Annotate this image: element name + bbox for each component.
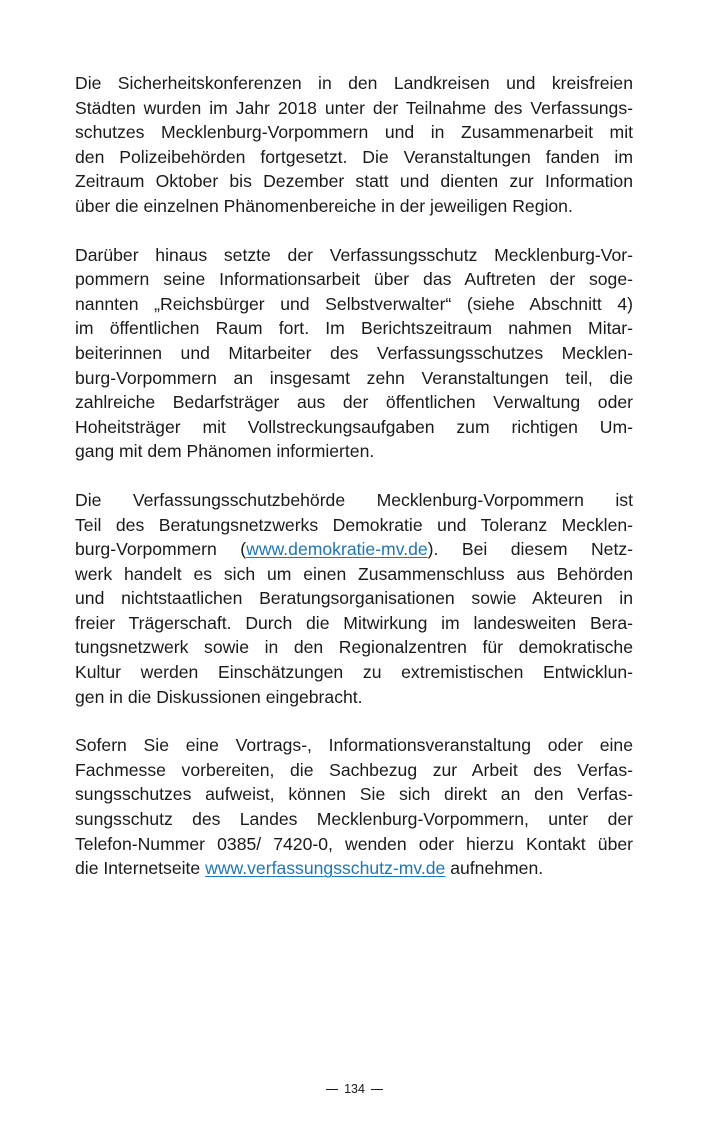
text-segment: burg-Vorpommern ( xyxy=(75,539,247,560)
text-segment: aufnehmen. xyxy=(445,858,544,879)
text-line: Fachmesse vorbereiten, die Sachbezug zur Arbeit des Verfas- xyxy=(75,759,633,780)
text-line: pommern seine Informationsarbeit über das Auftreten der soge- xyxy=(75,269,633,290)
footer-dash-right xyxy=(371,1089,383,1090)
text-line: Kultur werden Einschätzungen zu extremistischen Entwicklun- xyxy=(75,662,633,683)
text-line: werk handelt es sich um einen Zusammenschluss aus Behörden xyxy=(75,563,633,584)
text-line: Darüber hinaus setzte der Verfassungsschutz Mecklenburg-Vor- xyxy=(75,244,633,265)
text-line: zahlreiche Bedarfsträger aus der öffentlichen Verwaltung oder xyxy=(75,392,633,413)
verfassungsschutz-mv-link[interactable]: www.verfassungsschutz-mv.de xyxy=(205,858,446,879)
text-line: nannten „Reichsbürger und Selbstverwalter“ (siehe Abschnitt 4) xyxy=(75,293,633,314)
text-line-with-link xyxy=(75,856,633,881)
text-line: freier Trägerschaft. Durch die Mitwirkung im landesweiten Bera- xyxy=(75,612,633,633)
text-line: den Polizeibehörden fortgesetzt. Die Veranstaltungen fanden im xyxy=(75,146,633,167)
text-line: sungsschutz des Landes Mecklenburg-Vorpommern, unter der xyxy=(75,809,633,830)
text-line: sungsschutzes aufweist, können Sie sich direkt an den Verfas- xyxy=(75,784,633,805)
page-body xyxy=(75,71,633,905)
text-segment: die Internetseite xyxy=(75,858,206,879)
page-number: 134 xyxy=(344,1082,365,1096)
text-line: beiterinnen und Mitarbeiter des Verfassungsschutzes Mecklen- xyxy=(75,342,633,363)
text-line: Teil des Beratungsnetzwerks Demokratie und Toleranz Mecklen- xyxy=(75,514,633,535)
text-line: Sofern Sie eine Vortrags-, Informationsveranstaltung oder eine xyxy=(75,735,633,756)
text-line: Telefon-Nummer 0385/ 7420-0, wenden oder hierzu Kontakt über xyxy=(75,833,633,854)
page-footer xyxy=(0,1082,709,1096)
text-line: im öffentlichen Raum fort. Im Berichtszeitraum nahmen Mitar- xyxy=(75,318,633,339)
text-line: tungsnetzwerk sowie in den Regionalzentren für demokratische xyxy=(75,637,633,658)
text-segment: ). Bei diesem Netz- xyxy=(427,539,633,560)
paragraph-contact-info xyxy=(75,733,633,881)
text-line: Städten wurden im Jahr 2018 unter der Teilnahme des Verfassungs- xyxy=(75,97,633,118)
text-line: Zeitraum Oktober bis Dezember statt und dienten zur Information xyxy=(75,171,633,192)
paragraph-security-conferences xyxy=(75,71,633,219)
footer-dash-left xyxy=(326,1089,338,1090)
text-line: und nichtstaatlichen Beratungsorganisationen sowie Akteuren in xyxy=(75,588,633,609)
text-line: Die Sicherheitskonferenzen in den Landkreisen und kreisfreien xyxy=(75,73,633,93)
text-line-with-link xyxy=(75,537,633,562)
paragraph-beratungsnetzwerk xyxy=(75,488,633,709)
text-line: Die Verfassungsschutzbehörde Mecklenburg-Vorpommern ist xyxy=(75,489,633,510)
text-line: burg-Vorpommern an insgesamt zehn Veranstaltungen teil, die xyxy=(75,367,633,388)
demokratie-mv-link[interactable]: www.demokratie-mv.de xyxy=(246,539,428,560)
text-line: schutzes Mecklenburg-Vorpommern und in Zusammenarbeit mit xyxy=(75,122,633,143)
paragraph-reichsbuerger-info xyxy=(75,243,633,464)
text-line: über die einzelnen Phänomenbereiche in der jeweiligen Region. xyxy=(75,195,573,216)
text-line: gang mit dem Phänomen informierten. xyxy=(75,441,375,462)
text-line: gen in die Diskussionen eingebracht. xyxy=(75,686,363,707)
text-line: Hoheitsträger mit Vollstreckungsaufgaben zum richtigen Um- xyxy=(75,416,633,437)
